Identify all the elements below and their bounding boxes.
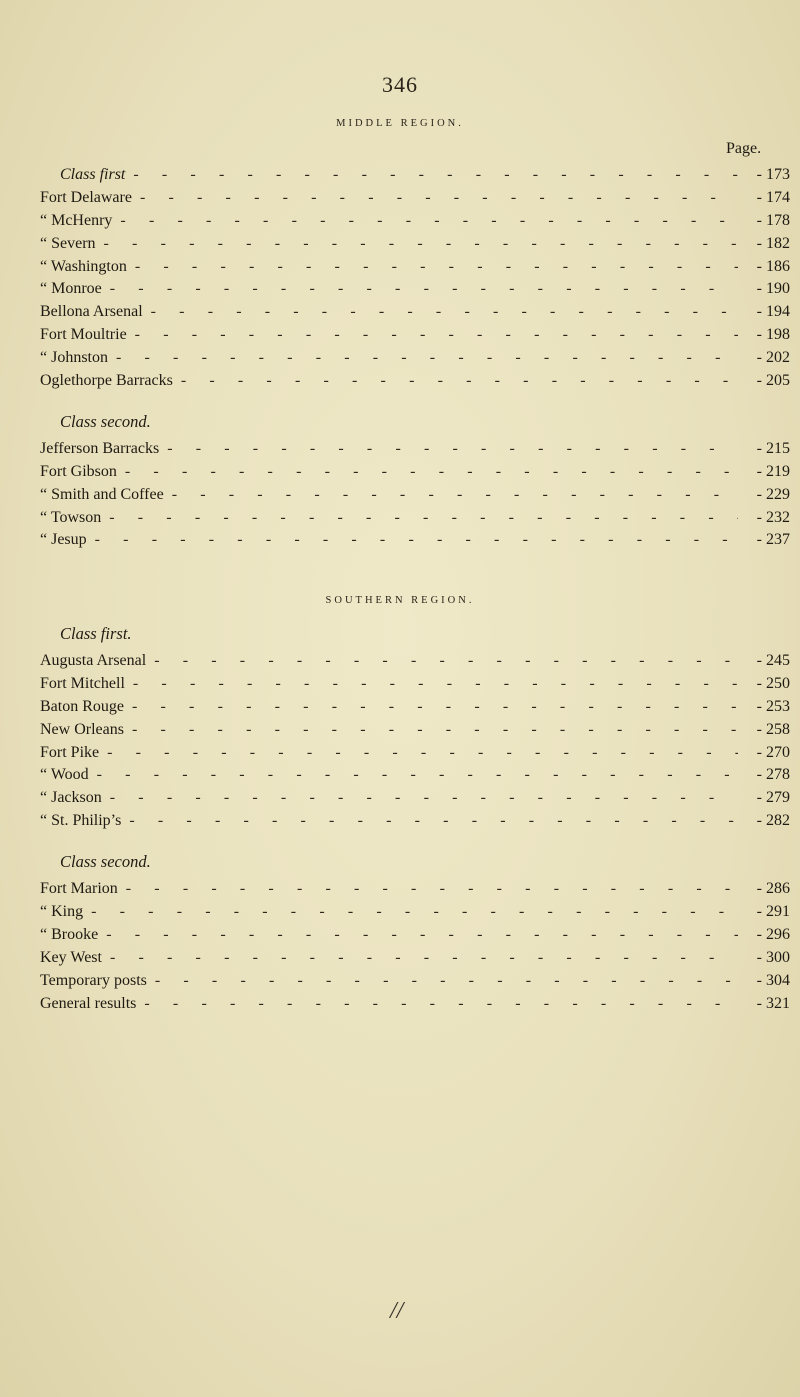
dot-leader	[129, 810, 738, 833]
page-ref: - 219	[756, 462, 790, 480]
entry-label: “ Smith and Coffee	[40, 485, 164, 503]
page-ref: - 194	[756, 303, 790, 321]
entry-label: Fort Moultrie	[40, 326, 127, 344]
toc-entry	[40, 970, 790, 993]
toc-entry	[40, 810, 790, 833]
page-ref: - 173	[756, 166, 790, 183]
page-ref: - 250	[756, 674, 790, 692]
dot-leader	[110, 787, 738, 810]
entry-label: “ St. Philip’s	[40, 812, 122, 830]
dot-leader	[109, 507, 738, 530]
page-ref: - 296	[756, 925, 790, 943]
dot-leader	[144, 993, 738, 1016]
page-ref: - 202	[756, 349, 790, 367]
dot-leader	[167, 438, 738, 461]
page-ref: - 190	[756, 280, 790, 298]
toc-entry	[40, 696, 790, 719]
middle-class-first-heading-row	[40, 164, 790, 187]
toc-entry	[40, 924, 790, 947]
page-number: 346	[382, 72, 418, 97]
dot-leader	[151, 301, 738, 324]
page-ref: - 253	[756, 697, 790, 715]
southern-class-second-heading: Class second.	[60, 852, 151, 872]
entry-label: “ Wood	[40, 766, 89, 784]
toc-entry	[40, 233, 790, 256]
entry-label: Key West	[40, 948, 102, 966]
entry-label: Augusta Arsenal	[40, 652, 147, 669]
page-ref: - 237	[756, 531, 790, 549]
dot-leader	[95, 529, 738, 552]
page-ref: - 229	[756, 485, 790, 503]
entry-label: Fort Mitchell	[40, 674, 125, 692]
page-column-header: Page.	[726, 140, 762, 157]
southern-region-section	[40, 617, 790, 1015]
middle-region-title: MIDDLE REGION.	[336, 118, 464, 129]
dot-leader	[106, 924, 738, 947]
entry-label: “ Jackson	[40, 789, 102, 807]
entry-label: New Orleans	[40, 720, 124, 738]
toc-entry	[40, 256, 790, 279]
middle-region-section	[40, 164, 790, 552]
dot-leader	[155, 970, 738, 993]
entry-label: Jefferson Barracks	[40, 439, 160, 457]
entry-label: “ Towson	[40, 508, 102, 526]
page-ref: - 291	[756, 903, 790, 921]
entry-label: Fort Delaware	[40, 188, 132, 206]
southern-region-title: SOUTHERN REGION.	[325, 595, 475, 606]
toc-entry	[40, 993, 790, 1016]
middle-class-second-heading: Class second.	[60, 411, 151, 431]
southern-class-second-list	[40, 878, 790, 1015]
dot-leader	[104, 233, 738, 256]
dot-leader	[140, 187, 738, 210]
dot-leader	[116, 347, 738, 370]
entry-label: Baton Rouge	[40, 697, 124, 715]
toc-entry	[40, 878, 790, 901]
entry-label: Fort Pike	[40, 743, 100, 761]
toc-entry	[40, 301, 790, 324]
entry-label: “ Brooke	[40, 925, 99, 943]
toc-entry	[40, 461, 790, 484]
page-ref: - 258	[756, 720, 790, 738]
entry-label: Oglethorpe Barracks	[40, 372, 173, 390]
toc-entry	[40, 650, 790, 673]
dot-leader	[132, 719, 738, 742]
pencil-mark: //	[390, 1298, 404, 1324]
entry-label: “ Monroe	[40, 280, 102, 298]
southern-class-first-list	[40, 650, 790, 833]
page-ref: - 232	[756, 508, 790, 526]
entry-label: “ Johnston	[40, 349, 108, 367]
class-heading: Class first	[60, 166, 126, 183]
dot-leader	[110, 278, 738, 301]
page-ref: - 245	[756, 652, 790, 669]
page-ref: - 279	[756, 789, 790, 807]
middle-class-second-list	[40, 438, 790, 552]
toc-entry	[40, 742, 790, 765]
dot-leader	[133, 673, 738, 696]
page-ref: - 270	[756, 743, 790, 761]
toc-entry	[40, 278, 790, 301]
entry-label: Fort Gibson	[40, 462, 117, 480]
entry-label: Fort Marion	[40, 880, 118, 898]
page-ref: - 178	[756, 211, 790, 229]
dot-leader	[120, 210, 738, 233]
toc-entry	[40, 507, 790, 530]
toc-entry	[40, 719, 790, 742]
entry-label: Bellona Arsenal	[40, 303, 143, 321]
dot-leader	[132, 696, 738, 719]
page-ref: - 205	[756, 372, 790, 390]
toc-entry	[40, 901, 790, 924]
toc-entry	[40, 529, 790, 552]
southern-class-first-heading: Class first.	[60, 624, 132, 643]
entry-label: “ Washington	[40, 257, 127, 275]
dot-leader	[107, 742, 738, 765]
entry-label: “ King	[40, 903, 84, 921]
entry-label: “ Jesup	[40, 531, 87, 549]
toc-entry	[40, 187, 790, 210]
page-ref: - 282	[756, 812, 790, 830]
toc-entry	[40, 210, 790, 233]
entry-label: General results	[40, 994, 137, 1012]
dot-leader	[135, 256, 738, 279]
toc-entry	[40, 324, 790, 347]
middle-class-first-list	[40, 187, 790, 393]
dot-leader	[91, 901, 738, 924]
toc-entry	[40, 370, 790, 393]
page-ref: - 278	[756, 766, 790, 784]
toc-entry	[40, 764, 790, 787]
dot-leader	[154, 650, 738, 673]
page-ref: - 174	[756, 188, 790, 206]
toc-entry	[40, 438, 790, 461]
page-ref: - 186	[756, 257, 790, 275]
toc-entry	[40, 673, 790, 696]
dot-leader	[126, 878, 738, 901]
toc-entry	[40, 947, 790, 970]
page-ref: - 321	[756, 994, 790, 1012]
page-ref: - 300	[756, 948, 790, 966]
dot-leader	[125, 461, 738, 484]
dot-leader	[181, 370, 738, 393]
page-ref: - 198	[756, 326, 790, 344]
toc-entry	[40, 484, 790, 507]
dot-leader	[133, 164, 738, 187]
dot-leader	[110, 947, 738, 970]
page-ref: - 304	[756, 971, 790, 989]
dot-leader	[172, 484, 738, 507]
dot-leader	[135, 324, 738, 347]
dot-leader	[97, 764, 738, 787]
page-ref: - 182	[756, 234, 790, 252]
page-ref: - 215	[756, 439, 790, 457]
toc-entry	[40, 787, 790, 810]
page-ref: - 286	[756, 880, 790, 898]
entry-label: “ McHenry	[40, 211, 113, 229]
toc-entry	[40, 347, 790, 370]
entry-label: “ Severn	[40, 234, 96, 252]
entry-label: Temporary posts	[40, 971, 147, 989]
